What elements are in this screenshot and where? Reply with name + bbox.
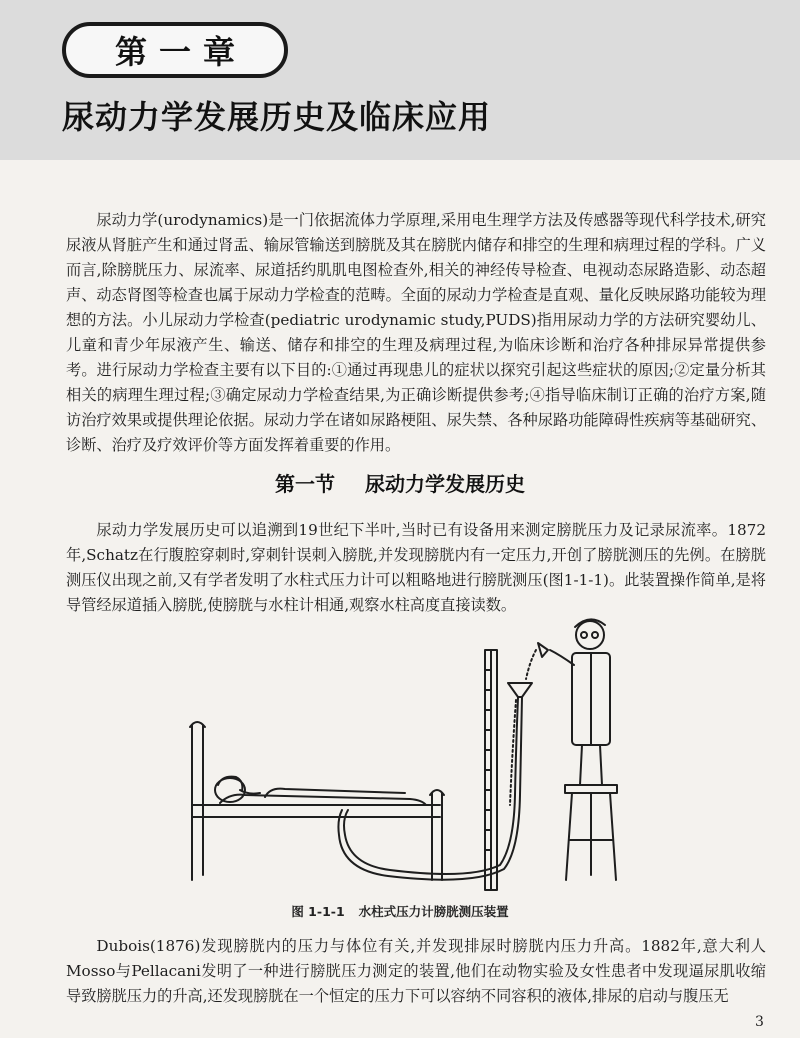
intro-paragraph: 尿动力学(urodynamics)是一门依据流体力学原理,采用电生理学方法及传感器等现代科学技术,研究尿液从肾脏产生和通过肾盂、输尿管输送到膀胱及其在膀胱内储存和排空的生理和病理过程的学科。广义而言,除膀胱压力、尿流率、尿道括约肌肌电图检查外,相关的神经传导检查、电视动态尿路造影、动态超声、动态肾图等检查也属于尿动力学检查的范畴。全面的尿动力学检查是直观、量化反映尿路功能较为理想的方法。小儿尿动力学检查(pediatric urodynamic study,PUDS)指用尿动力学的方法研究婴幼儿、儿童和青少年尿液产生、输送、储存和排空的生理及病理过程,为临床诊断和治疗各种排尿异常提供参考。进行尿动力学检查主要有以下目的:①通过再现患儿的症状以探究引起这些症状的原因;②定量分析其相关的病理生理过程;③确定尿动力学检查结果,为正确诊断提供参考;④指导临床制订正确的治疗方案,随访治疗效果或提供理论依据。尿动力学在诸如尿路梗阻、尿失禁、各种尿路功能障碍性疾病等基础研究、诊断、治疗及疗效评价等方面发挥着重要的作用。 bbox=[66, 211, 766, 454]
section-title: 尿动力学发展历史 bbox=[365, 472, 525, 496]
water-column-manometer-illustration bbox=[170, 595, 640, 895]
page-number: 3 bbox=[755, 1014, 764, 1030]
dubois-paragraph: Dubois(1876)发现膀胱内的压力与体位有关,并发现排尿时膀胱内压力升高。1882年,意大利人Mosso与Pellacani发明了一种进行膀胱压力测定的装置,他们在动物实验及女性患者中发现逼尿肌收缩导致膀胱压力的升高,还发现膀胱在一个恒定的压力下可以容纳不同容积的液体,排尿的启动与腹压无 bbox=[66, 937, 766, 1005]
figure-label: 图 1-1-1 bbox=[291, 904, 345, 919]
history-paragraph: 尿动力学发展历史可以追溯到19世纪下半叶,当时已有设备用来测定膀胱压力及记录尿流率。1872年,Schatz在行腹腔穿刺时,穿刺针误刺入膀胱,并发现膀胱内有一定压力,开创了膀胱测压的先例。在膀胱测压仪出现之前,又有学者发明了水柱式压力计可以粗略地进行膀胱测压(图1-1-1)。此装置操作简单,是将导管经尿道插入膀胱,使膀胱与水柱计相通,观察水柱高度直接读数。 bbox=[66, 521, 766, 614]
section-number: 第一节 bbox=[275, 472, 335, 496]
manometer-column bbox=[485, 650, 497, 890]
figure-caption bbox=[0, 902, 800, 920]
chapter-title: 尿动力学发展历史及临床应用 bbox=[62, 98, 492, 136]
figure-caption-text: 水柱式压力计膀胱测压装置 bbox=[358, 904, 509, 919]
funnel-and-tubing bbox=[338, 683, 532, 880]
doctor-drawing bbox=[526, 619, 617, 880]
patient-drawing bbox=[215, 777, 260, 802]
section-heading bbox=[0, 468, 800, 497]
chapter-label: 第一章 bbox=[62, 22, 288, 78]
